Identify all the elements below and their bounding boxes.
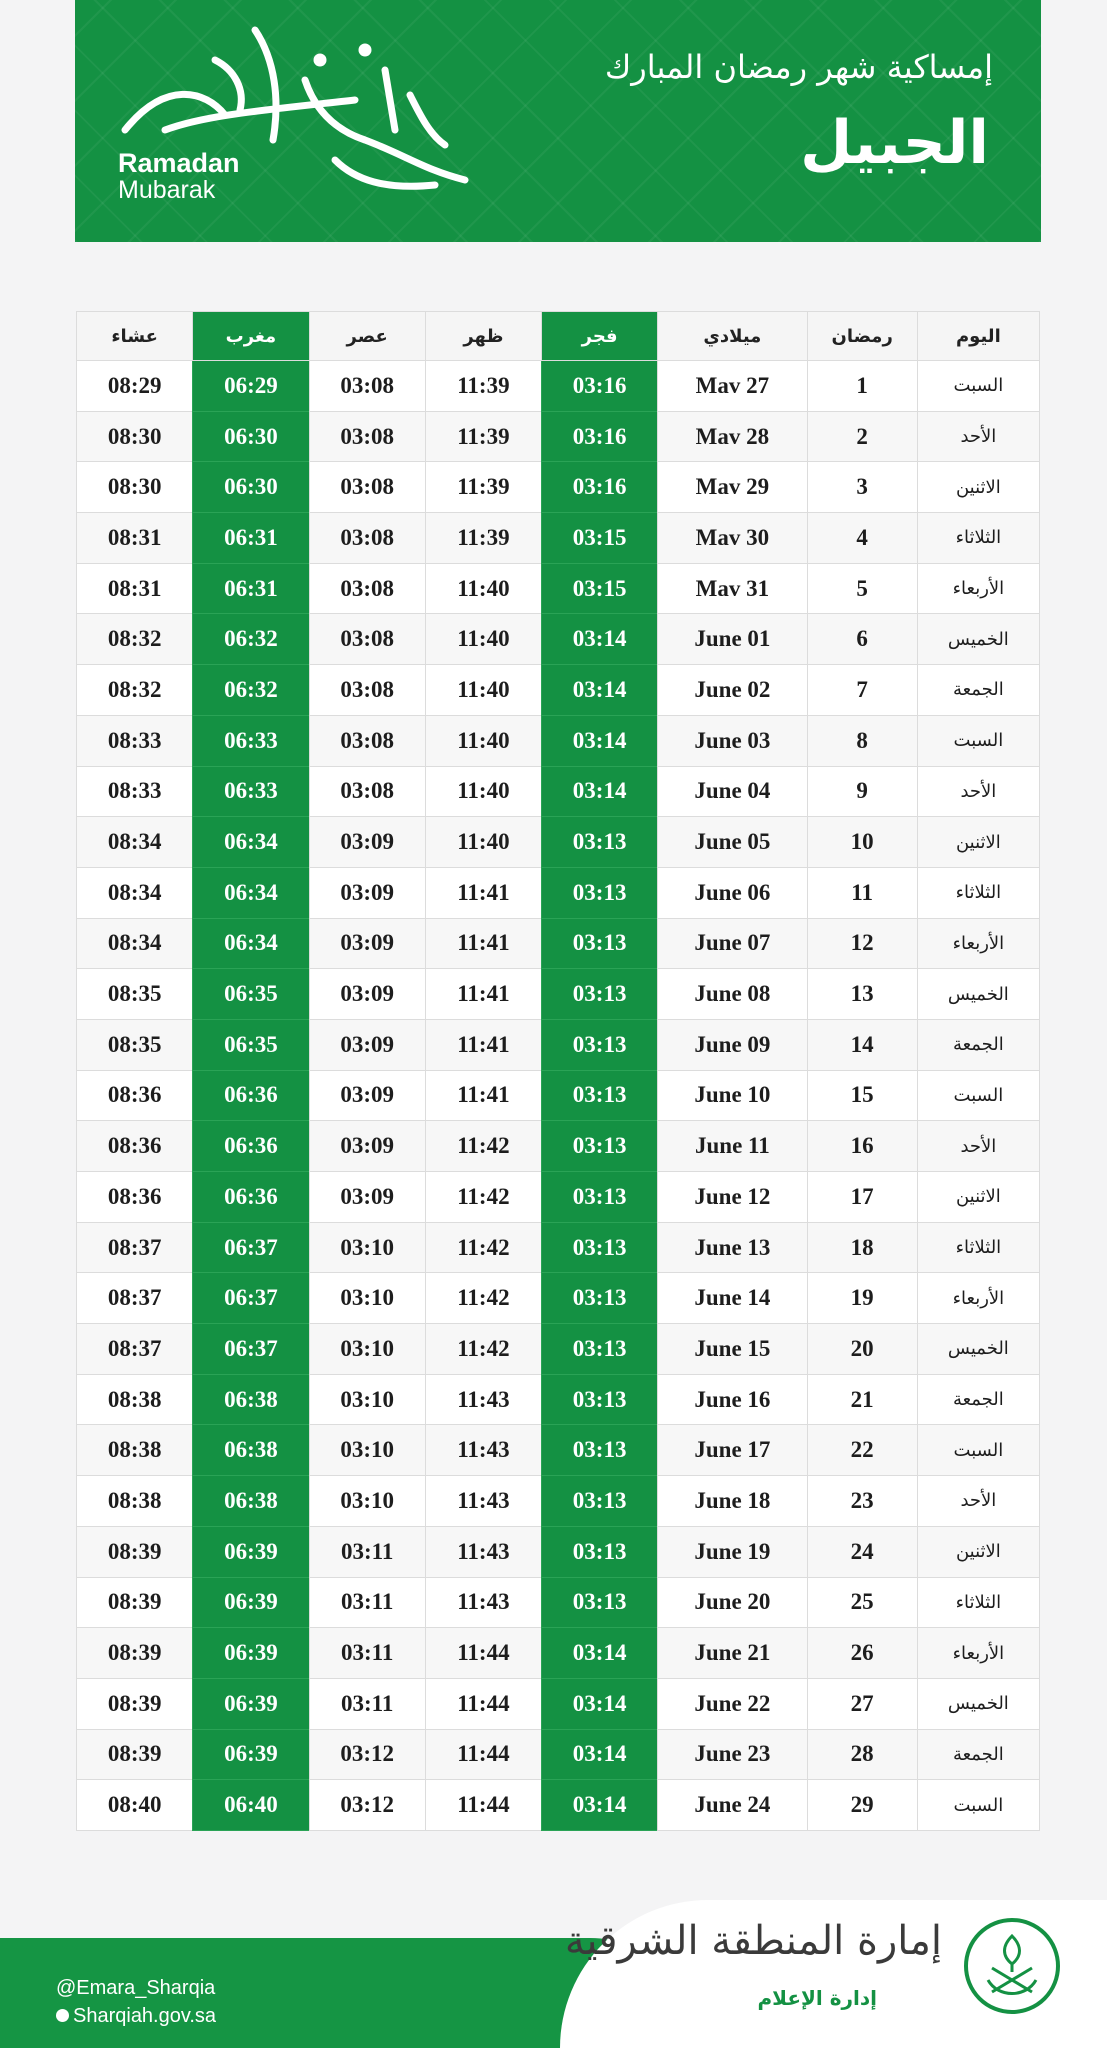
- fajr-time: 03:15: [542, 563, 658, 614]
- asr-time: 03:09: [309, 817, 425, 868]
- isha-time: 08:31: [77, 513, 193, 564]
- cell-day: الاثنين: [917, 462, 1039, 513]
- maghrib-time: 06:30: [193, 411, 309, 462]
- isha-time: 08:32: [77, 614, 193, 665]
- cell-ramadan: 12: [807, 918, 917, 969]
- cell-day: الخميس: [917, 1678, 1039, 1729]
- cell-gregorian: 04 June: [658, 766, 807, 817]
- isha-time: 08:36: [77, 1070, 193, 1121]
- page-subtitle: إمساكية شهر رمضان المبارك: [604, 48, 993, 86]
- table-row: [77, 1628, 1040, 1679]
- maghrib-time: 06:31: [193, 563, 309, 614]
- cell-gregorian: 19 June: [658, 1526, 807, 1577]
- cell-gregorian: 28 Mav: [658, 411, 807, 462]
- table-row: [77, 1526, 1040, 1577]
- isha-time: 08:35: [77, 969, 193, 1020]
- fajr-time: 03:14: [542, 1628, 658, 1679]
- asr-time: 03:11: [309, 1577, 425, 1628]
- dhuhr-time: 11:44: [425, 1678, 541, 1729]
- cell-day: الأحد: [917, 766, 1039, 817]
- cell-day: الجمعة: [917, 1374, 1039, 1425]
- maghrib-time: 06:31: [193, 513, 309, 564]
- maghrib-time: 06:39: [193, 1729, 309, 1780]
- maghrib-time: 06:38: [193, 1374, 309, 1425]
- dhuhr-time: 11:43: [425, 1374, 541, 1425]
- mubarak-english-title: Mubarak: [118, 176, 216, 204]
- fajr-time: 03:13: [542, 1121, 658, 1172]
- asr-time: 03:08: [309, 614, 425, 665]
- isha-time: 08:34: [77, 817, 193, 868]
- fajr-time: 03:14: [542, 1780, 658, 1831]
- asr-time: 03:11: [309, 1678, 425, 1729]
- cell-ramadan: 10: [807, 817, 917, 868]
- asr-time: 03:08: [309, 715, 425, 766]
- cell-gregorian: 05 June: [658, 817, 807, 868]
- isha-time: 08:36: [77, 1121, 193, 1172]
- col-header-dhuhr: ظهر: [425, 312, 541, 361]
- table-row: [77, 614, 1040, 665]
- cell-ramadan: 1: [807, 361, 917, 412]
- website-link[interactable]: [56, 2002, 216, 2030]
- maghrib-time: 06:38: [193, 1425, 309, 1476]
- dhuhr-time: 11:44: [425, 1729, 541, 1780]
- cell-day: السبت: [917, 1780, 1039, 1831]
- table-row: [77, 361, 1040, 412]
- table-row: [77, 1172, 1040, 1223]
- asr-time: 03:09: [309, 1019, 425, 1070]
- asr-time: 03:10: [309, 1476, 425, 1527]
- maghrib-time: 06:38: [193, 1476, 309, 1527]
- cell-gregorian: 17 June: [658, 1425, 807, 1476]
- dhuhr-time: 11:43: [425, 1476, 541, 1527]
- asr-time: 03:12: [309, 1780, 425, 1831]
- isha-time: 08:31: [77, 563, 193, 614]
- fajr-time: 03:14: [542, 766, 658, 817]
- asr-time: 03:10: [309, 1324, 425, 1375]
- isha-time: 08:33: [77, 766, 193, 817]
- cell-ramadan: 18: [807, 1222, 917, 1273]
- globe-icon: [56, 2009, 69, 2022]
- maghrib-time: 06:33: [193, 715, 309, 766]
- dhuhr-time: 11:41: [425, 918, 541, 969]
- cell-ramadan: 11: [807, 867, 917, 918]
- cell-ramadan: 16: [807, 1121, 917, 1172]
- isha-time: 08:29: [77, 361, 193, 412]
- maghrib-time: 06:34: [193, 918, 309, 969]
- fajr-time: 03:13: [542, 1070, 658, 1121]
- fajr-time: 03:16: [542, 361, 658, 412]
- isha-time: 08:38: [77, 1425, 193, 1476]
- cell-day: الأربعاء: [917, 1628, 1039, 1679]
- dhuhr-time: 11:42: [425, 1273, 541, 1324]
- isha-time: 08:32: [77, 665, 193, 716]
- asr-time: 03:09: [309, 918, 425, 969]
- asr-time: 03:11: [309, 1526, 425, 1577]
- dhuhr-time: 11:42: [425, 1222, 541, 1273]
- cell-gregorian: 14 June: [658, 1273, 807, 1324]
- cell-ramadan: 29: [807, 1780, 917, 1831]
- maghrib-time: 06:34: [193, 867, 309, 918]
- isha-time: 08:38: [77, 1374, 193, 1425]
- cell-gregorian: 02 June: [658, 665, 807, 716]
- twitter-handle-link[interactable]: @Emara_Sharqia: [56, 1977, 216, 1999]
- maghrib-time: 06:36: [193, 1172, 309, 1223]
- asr-time: 03:08: [309, 411, 425, 462]
- cell-gregorian: 01 June: [658, 614, 807, 665]
- asr-time: 03:08: [309, 766, 425, 817]
- cell-day: السبت: [917, 361, 1039, 412]
- maghrib-time: 06:34: [193, 817, 309, 868]
- dhuhr-time: 11:39: [425, 361, 541, 412]
- cell-day: الثلاثاء: [917, 513, 1039, 564]
- table-row: [77, 1374, 1040, 1425]
- fajr-time: 03:14: [542, 665, 658, 716]
- fajr-time: 03:13: [542, 918, 658, 969]
- table-row: [77, 665, 1040, 716]
- cell-day: الأربعاء: [917, 563, 1039, 614]
- table-row: [77, 1070, 1040, 1121]
- maghrib-time: 06:36: [193, 1070, 309, 1121]
- maghrib-time: 06:37: [193, 1324, 309, 1375]
- asr-time: 03:08: [309, 513, 425, 564]
- asr-time: 03:11: [309, 1628, 425, 1679]
- cell-ramadan: 6: [807, 614, 917, 665]
- cell-ramadan: 14: [807, 1019, 917, 1070]
- asr-time: 03:10: [309, 1374, 425, 1425]
- cell-day: الأحد: [917, 411, 1039, 462]
- isha-time: 08:39: [77, 1678, 193, 1729]
- table-row: [77, 563, 1040, 614]
- asr-time: 03:09: [309, 969, 425, 1020]
- isha-time: 08:30: [77, 411, 193, 462]
- fajr-time: 03:13: [542, 1374, 658, 1425]
- isha-time: 08:35: [77, 1019, 193, 1070]
- cell-day: الأربعاء: [917, 918, 1039, 969]
- maghrib-time: 06:40: [193, 1780, 309, 1831]
- cell-gregorian: 21 June: [658, 1628, 807, 1679]
- asr-time: 03:08: [309, 665, 425, 716]
- table-header-row: [77, 312, 1040, 361]
- cell-ramadan: 3: [807, 462, 917, 513]
- dhuhr-time: 11:43: [425, 1425, 541, 1476]
- table-row: [77, 513, 1040, 564]
- table-row: [77, 411, 1040, 462]
- fajr-time: 03:16: [542, 411, 658, 462]
- cell-day: الثلاثاء: [917, 1577, 1039, 1628]
- cell-ramadan: 26: [807, 1628, 917, 1679]
- cell-day: الأحد: [917, 1121, 1039, 1172]
- cell-day: الثلاثاء: [917, 867, 1039, 918]
- cell-gregorian: 18 June: [658, 1476, 807, 1527]
- isha-time: 08:36: [77, 1172, 193, 1223]
- asr-time: 03:09: [309, 1070, 425, 1121]
- ramadan-english-title: Ramadan: [118, 148, 240, 178]
- cell-ramadan: 23: [807, 1476, 917, 1527]
- cell-gregorian: 22 June: [658, 1678, 807, 1729]
- maghrib-time: 06:39: [193, 1526, 309, 1577]
- table-row: [77, 1780, 1040, 1831]
- cell-day: الاثنين: [917, 817, 1039, 868]
- fajr-time: 03:13: [542, 867, 658, 918]
- cell-day: الاثنين: [917, 1526, 1039, 1577]
- fajr-time: 03:13: [542, 1273, 658, 1324]
- table-row: [77, 1577, 1040, 1628]
- cell-gregorian: 10 June: [658, 1070, 807, 1121]
- maghrib-time: 06:30: [193, 462, 309, 513]
- fajr-time: 03:13: [542, 1172, 658, 1223]
- isha-time: 08:39: [77, 1577, 193, 1628]
- maghrib-time: 06:39: [193, 1678, 309, 1729]
- fajr-time: 03:13: [542, 1425, 658, 1476]
- cell-gregorian: 27 Mav: [658, 361, 807, 412]
- isha-time: 08:33: [77, 715, 193, 766]
- fajr-time: 03:13: [542, 969, 658, 1020]
- cell-ramadan: 22: [807, 1425, 917, 1476]
- cell-day: الجمعة: [917, 1019, 1039, 1070]
- cell-ramadan: 5: [807, 563, 917, 614]
- fajr-time: 03:13: [542, 1324, 658, 1375]
- table-row: [77, 1425, 1040, 1476]
- isha-time: 08:34: [77, 918, 193, 969]
- fajr-time: 03:13: [542, 1222, 658, 1273]
- dhuhr-time: 11:40: [425, 665, 541, 716]
- city-title: الجبيل: [800, 108, 989, 178]
- cell-gregorian: 06 June: [658, 867, 807, 918]
- cell-day: الخميس: [917, 969, 1039, 1020]
- col-header-gregorian: ميلادي: [658, 312, 807, 361]
- fajr-time: 03:13: [542, 817, 658, 868]
- cell-day: الخميس: [917, 1324, 1039, 1375]
- cell-gregorian: 31 Mav: [658, 563, 807, 614]
- table-row: [77, 1729, 1040, 1780]
- cell-ramadan: 19: [807, 1273, 917, 1324]
- dhuhr-time: 11:40: [425, 563, 541, 614]
- cell-gregorian: 23 June: [658, 1729, 807, 1780]
- dhuhr-time: 11:41: [425, 969, 541, 1020]
- table-row: [77, 1273, 1040, 1324]
- cell-gregorian: 15 June: [658, 1324, 807, 1375]
- col-header-fajr: فجر: [542, 312, 658, 361]
- isha-time: 08:39: [77, 1628, 193, 1679]
- dhuhr-time: 11:43: [425, 1577, 541, 1628]
- dhuhr-time: 11:40: [425, 817, 541, 868]
- dhuhr-time: 11:44: [425, 1780, 541, 1831]
- cell-ramadan: 2: [807, 411, 917, 462]
- cell-ramadan: 13: [807, 969, 917, 1020]
- dhuhr-time: 11:42: [425, 1172, 541, 1223]
- cell-day: السبت: [917, 1425, 1039, 1476]
- isha-time: 08:37: [77, 1324, 193, 1375]
- prayer-timetable: [76, 311, 1040, 1831]
- cell-ramadan: 27: [807, 1678, 917, 1729]
- cell-day: الجمعة: [917, 665, 1039, 716]
- cell-ramadan: 9: [807, 766, 917, 817]
- isha-time: 08:40: [77, 1780, 193, 1831]
- organization-name: إمارة المنطقة الشرقية: [564, 1918, 942, 1964]
- cell-ramadan: 25: [807, 1577, 917, 1628]
- table-row: [77, 1324, 1040, 1375]
- table-row: [77, 817, 1040, 868]
- table-row: [77, 462, 1040, 513]
- dhuhr-time: 11:39: [425, 411, 541, 462]
- fajr-time: 03:13: [542, 1526, 658, 1577]
- fajr-time: 03:16: [542, 462, 658, 513]
- cell-gregorian: 11 June: [658, 1121, 807, 1172]
- cell-gregorian: 30 Mav: [658, 513, 807, 564]
- cell-day: السبت: [917, 715, 1039, 766]
- dhuhr-time: 11:44: [425, 1628, 541, 1679]
- table-row: [77, 918, 1040, 969]
- table-row: [77, 1678, 1040, 1729]
- cell-day: الثلاثاء: [917, 1222, 1039, 1273]
- fajr-time: 03:13: [542, 1577, 658, 1628]
- isha-time: 08:38: [77, 1476, 193, 1527]
- table-row: [77, 1222, 1040, 1273]
- asr-time: 03:10: [309, 1222, 425, 1273]
- isha-time: 08:37: [77, 1222, 193, 1273]
- asr-time: 03:09: [309, 1172, 425, 1223]
- fajr-time: 03:15: [542, 513, 658, 564]
- asr-time: 03:09: [309, 1121, 425, 1172]
- table-row: [77, 867, 1040, 918]
- dhuhr-time: 11:42: [425, 1324, 541, 1375]
- cell-gregorian: 12 June: [658, 1172, 807, 1223]
- asr-time: 03:08: [309, 563, 425, 614]
- cell-gregorian: 13 June: [658, 1222, 807, 1273]
- maghrib-time: 06:39: [193, 1577, 309, 1628]
- cell-day: الجمعة: [917, 1729, 1039, 1780]
- col-header-asr: عصر: [309, 312, 425, 361]
- dhuhr-time: 11:43: [425, 1526, 541, 1577]
- fajr-time: 03:14: [542, 1729, 658, 1780]
- col-header-day: اليوم: [917, 312, 1039, 361]
- department-name: إدارة الإعلام: [757, 1986, 877, 2010]
- maghrib-time: 06:32: [193, 665, 309, 716]
- header-banner: [75, 0, 1041, 242]
- maghrib-time: 06:37: [193, 1273, 309, 1324]
- col-header-maghrib: مغرب: [193, 312, 309, 361]
- asr-time: 03:08: [309, 462, 425, 513]
- fajr-time: 03:14: [542, 1678, 658, 1729]
- isha-time: 08:39: [77, 1526, 193, 1577]
- table-row: [77, 766, 1040, 817]
- asr-time: 03:08: [309, 361, 425, 412]
- isha-time: 08:37: [77, 1273, 193, 1324]
- maghrib-time: 06:33: [193, 766, 309, 817]
- dhuhr-time: 11:42: [425, 1121, 541, 1172]
- dhuhr-time: 11:40: [425, 766, 541, 817]
- fajr-time: 03:13: [542, 1019, 658, 1070]
- cell-ramadan: 7: [807, 665, 917, 716]
- dhuhr-time: 11:40: [425, 715, 541, 766]
- cell-ramadan: 28: [807, 1729, 917, 1780]
- website-text: Sharqiah.gov.sa: [73, 2005, 217, 2027]
- maghrib-time: 06:37: [193, 1222, 309, 1273]
- isha-time: 08:34: [77, 867, 193, 918]
- maghrib-time: 06:32: [193, 614, 309, 665]
- maghrib-time: 06:36: [193, 1121, 309, 1172]
- col-header-ramadan: رمضان: [807, 312, 917, 361]
- table-row: [77, 1019, 1040, 1070]
- cell-gregorian: 09 June: [658, 1019, 807, 1070]
- cell-gregorian: 16 June: [658, 1374, 807, 1425]
- maghrib-time: 06:35: [193, 1019, 309, 1070]
- dhuhr-time: 11:39: [425, 462, 541, 513]
- isha-time: 08:39: [77, 1729, 193, 1780]
- maghrib-time: 06:39: [193, 1628, 309, 1679]
- isha-time: 08:30: [77, 462, 193, 513]
- dhuhr-time: 11:39: [425, 513, 541, 564]
- table-row: [77, 1121, 1040, 1172]
- cell-day: الاثنين: [917, 1172, 1039, 1223]
- asr-time: 03:10: [309, 1273, 425, 1324]
- cell-ramadan: 24: [807, 1526, 917, 1577]
- cell-ramadan: 17: [807, 1172, 917, 1223]
- cell-ramadan: 20: [807, 1324, 917, 1375]
- fajr-time: 03:14: [542, 715, 658, 766]
- dhuhr-time: 11:41: [425, 1019, 541, 1070]
- cell-day: الأربعاء: [917, 1273, 1039, 1324]
- maghrib-time: 06:35: [193, 969, 309, 1020]
- dhuhr-time: 11:41: [425, 1070, 541, 1121]
- cell-gregorian: 24 June: [658, 1780, 807, 1831]
- saudi-emblem-icon: [964, 1918, 1060, 2014]
- cell-day: الأحد: [917, 1476, 1039, 1527]
- cell-day: الخميس: [917, 614, 1039, 665]
- dhuhr-time: 11:40: [425, 614, 541, 665]
- fajr-time: 03:14: [542, 614, 658, 665]
- dhuhr-time: 11:41: [425, 867, 541, 918]
- asr-time: 03:10: [309, 1425, 425, 1476]
- table-row: [77, 1476, 1040, 1527]
- table-row: [77, 715, 1040, 766]
- table-row: [77, 969, 1040, 1020]
- cell-day: السبت: [917, 1070, 1039, 1121]
- cell-gregorian: 07 June: [658, 918, 807, 969]
- cell-ramadan: 21: [807, 1374, 917, 1425]
- asr-time: 03:12: [309, 1729, 425, 1780]
- asr-time: 03:09: [309, 867, 425, 918]
- social-links: [56, 1974, 216, 2030]
- maghrib-time: 06:29: [193, 361, 309, 412]
- cell-gregorian: 08 June: [658, 969, 807, 1020]
- cell-ramadan: 8: [807, 715, 917, 766]
- fajr-time: 03:13: [542, 1476, 658, 1527]
- cell-ramadan: 15: [807, 1070, 917, 1121]
- cell-gregorian: 20 June: [658, 1577, 807, 1628]
- col-header-isha: عشاء: [77, 312, 193, 361]
- cell-gregorian: 29 Mav: [658, 462, 807, 513]
- cell-ramadan: 4: [807, 513, 917, 564]
- cell-gregorian: 03 June: [658, 715, 807, 766]
